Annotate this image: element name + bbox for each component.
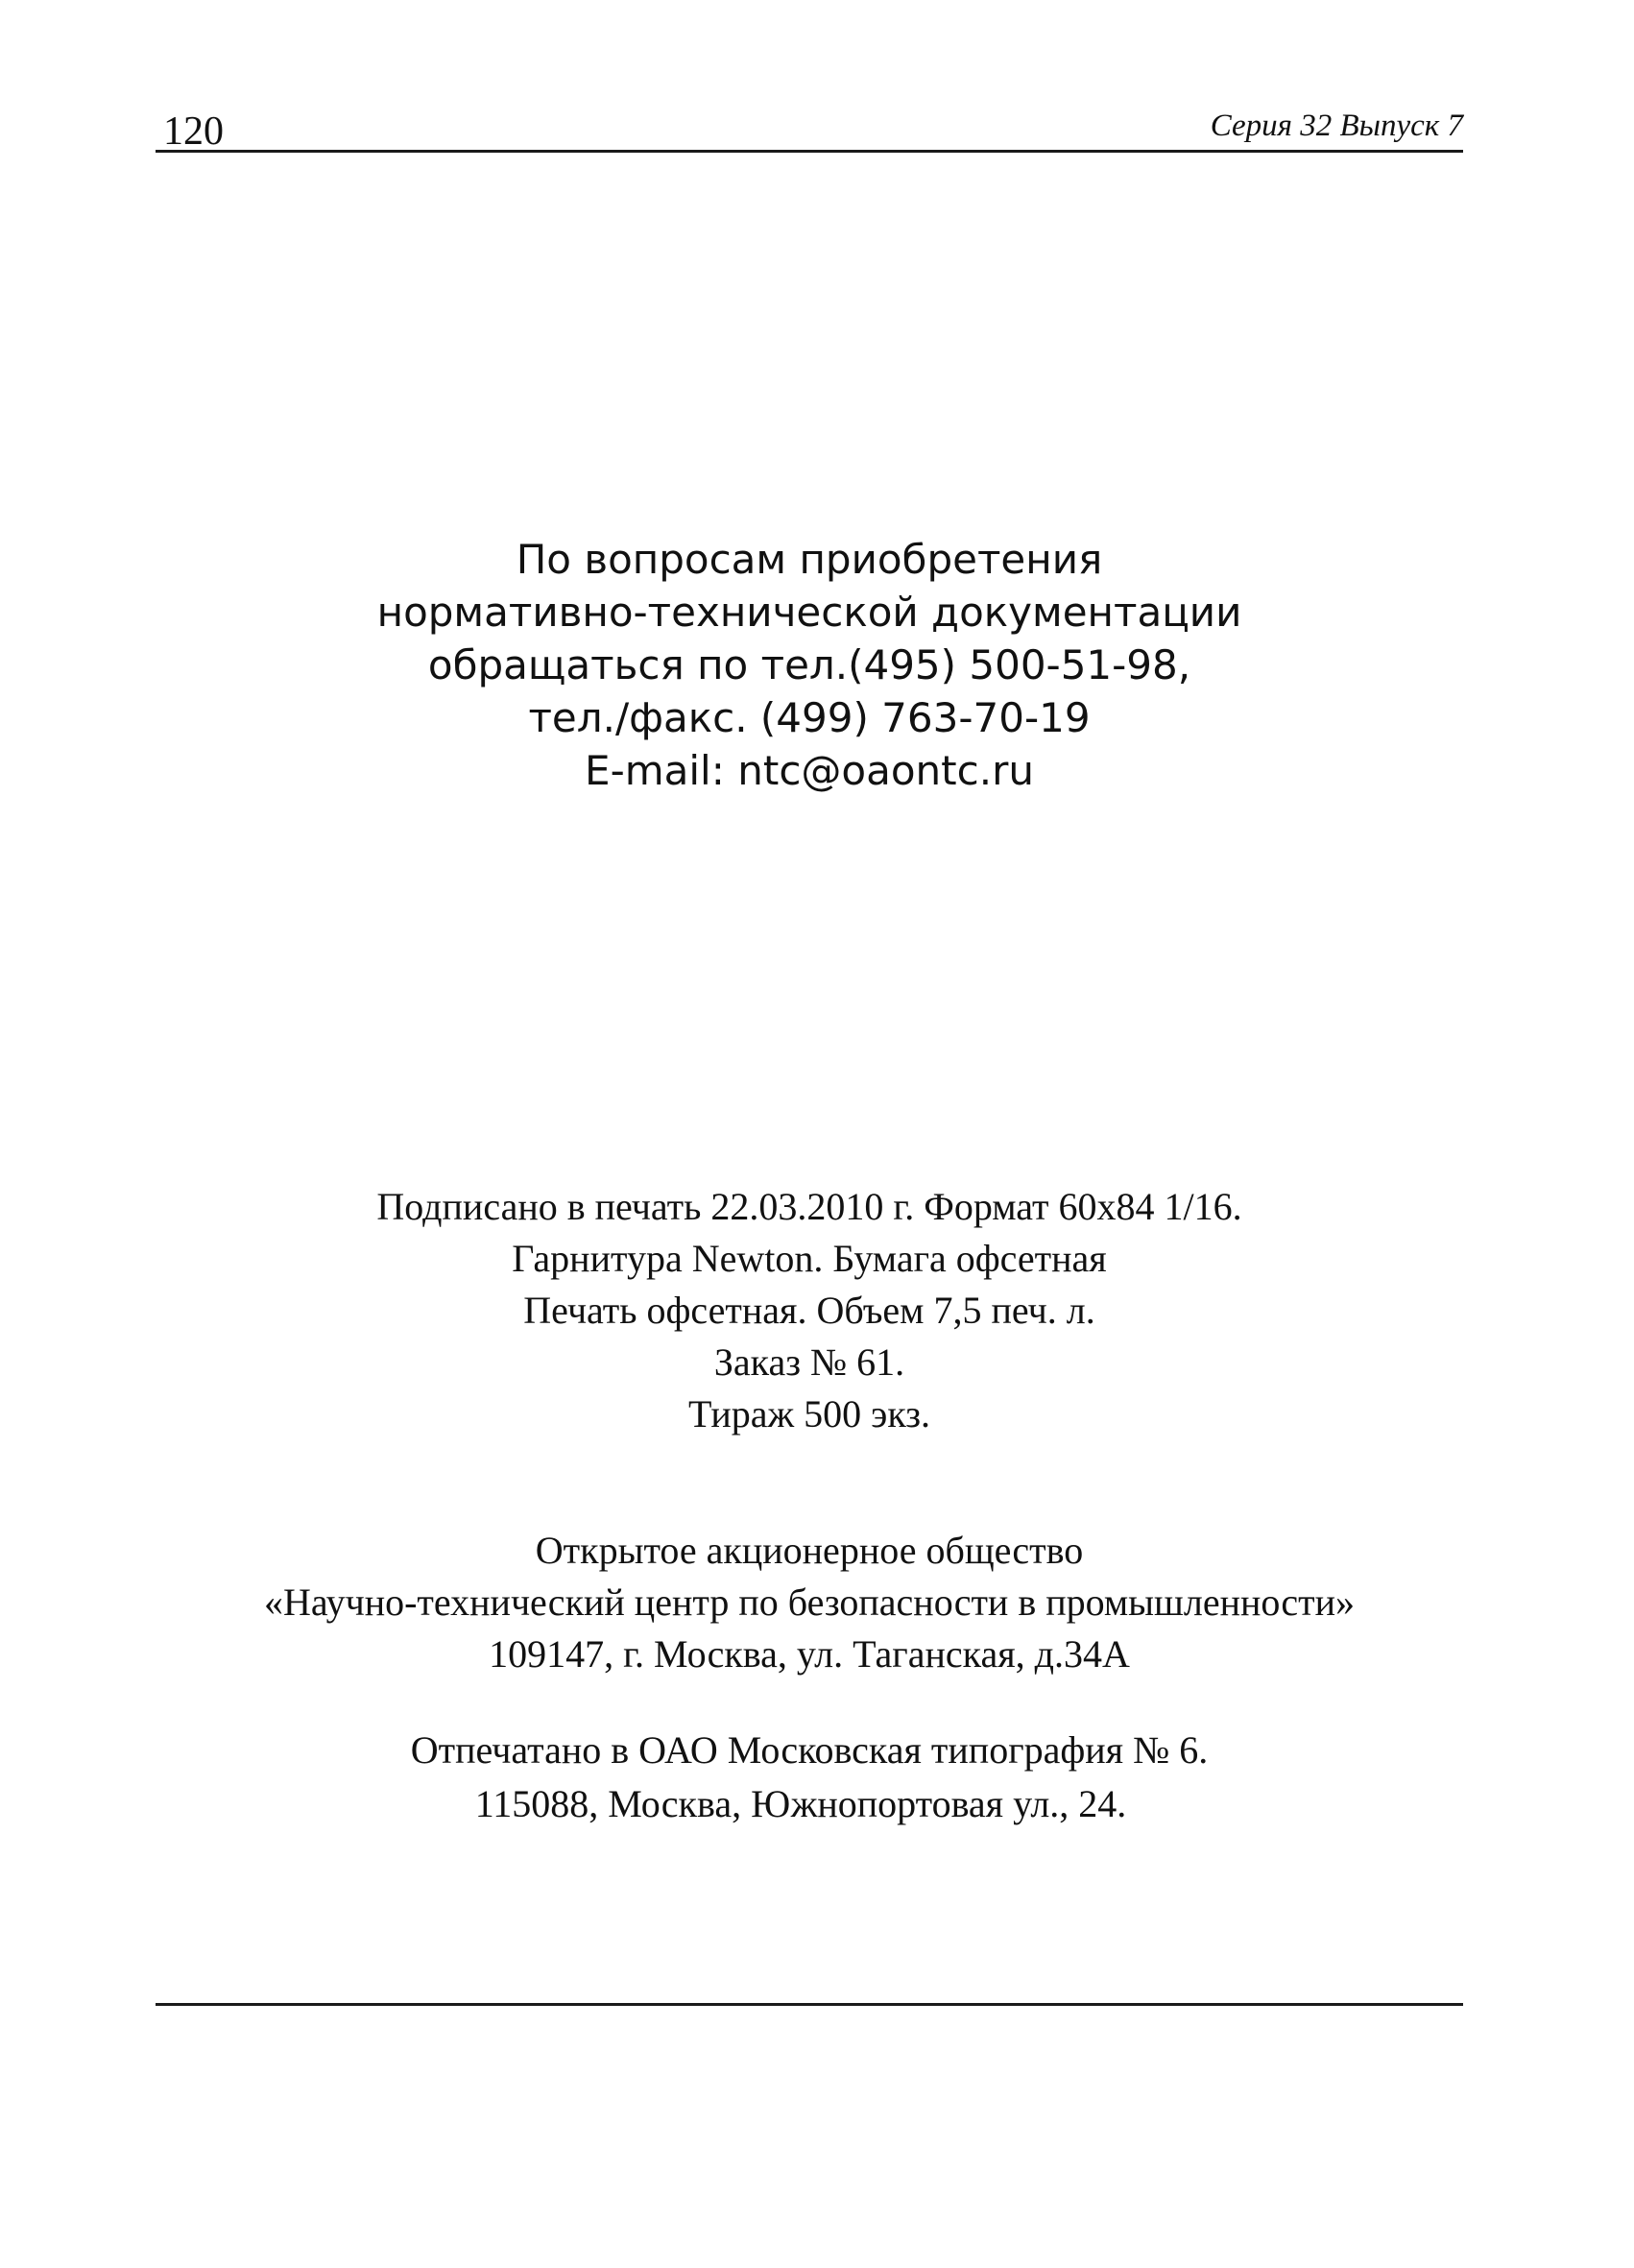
imprint-order: Заказ № 61. — [713, 1340, 905, 1384]
contacts-line-2: нормативно-технической документации — [376, 589, 1242, 636]
contacts-line-1: По вопросам приобретения — [516, 536, 1103, 583]
page-header — [156, 96, 1463, 153]
imprint-circulation: Тираж 500 экз. — [687, 1392, 931, 1436]
contacts-phone: обращаться по тел.(495) 500-51-98, — [427, 641, 1191, 688]
printer-block — [156, 1724, 1463, 1831]
footer-rule — [156, 2003, 1463, 2006]
imprint-typeface: Гарнитура Newton. Бумага офсетная — [512, 1237, 1107, 1280]
publisher-address: 109147, г. Москва, ул. Таганская, д.34А — [489, 1632, 1130, 1676]
printer-name: Отпечатано в ОАО Московская типография № 6. — [410, 1728, 1209, 1772]
publisher-block — [156, 1525, 1463, 1680]
imprint-print-volume: Печать офсетная. Объем 7,5 печ. л. — [523, 1289, 1095, 1332]
imprint-signed: Подписано в печать 22.03.2010 г. Формат 60x84 1/16. — [376, 1185, 1242, 1228]
imprint-block — [156, 1181, 1463, 1440]
contacts-block — [156, 533, 1463, 797]
contacts-email: E-mail: ntc@oaontc.ru — [585, 747, 1034, 794]
series-label: Серия 32 Выпуск 7 — [1210, 109, 1463, 143]
publisher-name: «Научно-технический центр по безопасности в промышленности» — [263, 1580, 1356, 1624]
page-number: 120 — [163, 109, 224, 154]
publisher-type: Открытое акционерное общество — [535, 1529, 1084, 1572]
contacts-fax: тел./факс. (499) 763-70-19 — [528, 694, 1091, 741]
printer-address: 115088, Москва, Южнопортовая ул., 24. — [474, 1782, 1127, 1825]
